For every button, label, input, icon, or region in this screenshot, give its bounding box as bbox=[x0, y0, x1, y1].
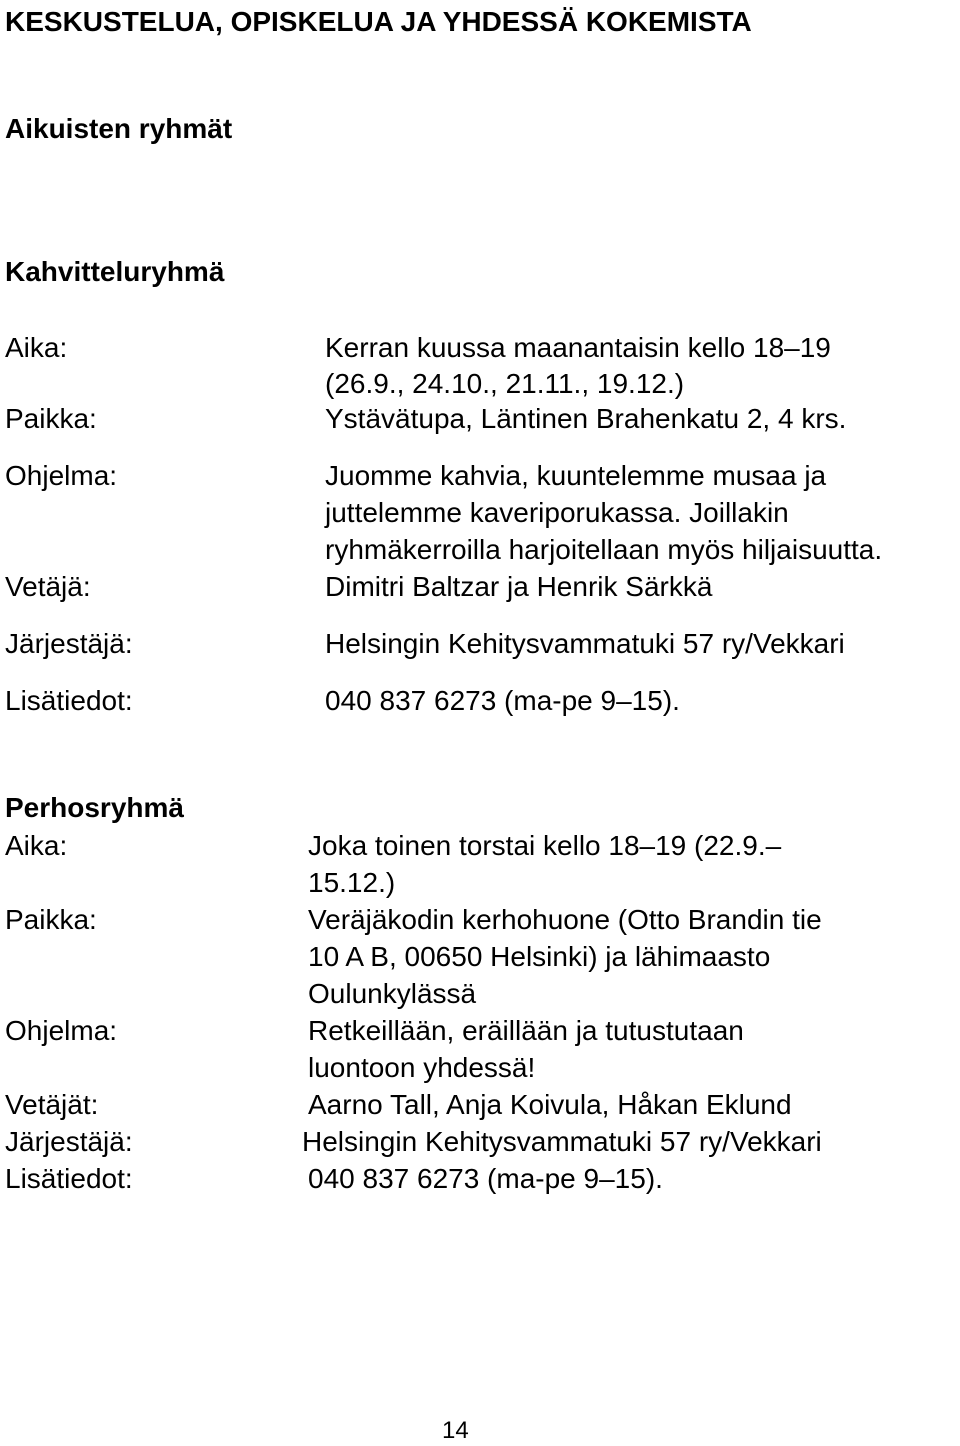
paikka-value-line2: 10 A B, 00650 Helsinki) ja lähimaasto bbox=[308, 941, 771, 972]
ohjelma-label: Ohjelma: bbox=[5, 1015, 118, 1046]
paikka-value: Ystävätupa, Läntinen Brahenkatu 2, 4 krs. bbox=[325, 403, 847, 434]
aika-value-line1: Kerran kuussa maanantaisin kello 18–19 bbox=[325, 332, 831, 363]
vetajat-label: Vetäjät: bbox=[5, 1089, 99, 1120]
paikka-label: Paikka: bbox=[5, 904, 97, 935]
ohjelma-value-line3: ryhmäkerroilla harjoitellaan myös hiljaisuutta. bbox=[325, 534, 883, 565]
aika-value-line1: Joka toinen torstai kello 18–19 (22.9.– bbox=[308, 830, 782, 861]
vetaja-label: Vetäjä: bbox=[5, 571, 91, 602]
group-title: Kahvitteluryhmä bbox=[5, 256, 225, 287]
ohjelma-value-line1: Juomme kahvia, kuuntelemme musaa ja bbox=[325, 460, 827, 491]
ohjelma-value-line2: luontoon yhdessä! bbox=[308, 1052, 536, 1083]
section-title: Aikuisten ryhmät bbox=[5, 113, 233, 144]
lisatiedot-value: 040 837 6273 (ma-pe 9–15). bbox=[325, 685, 680, 716]
paikka-value-line3: Oulunkylässä bbox=[308, 978, 477, 1009]
main-title: KESKUSTELUA, OPISKELUA JA YHDESSÄ KOKEMISTA bbox=[5, 6, 752, 37]
aika-value-line2: 15.12.) bbox=[308, 867, 396, 898]
jarjestaja-value: Helsingin Kehitysvammatuki 57 ry/Vekkari bbox=[302, 1126, 822, 1157]
vetajat-value: Aarno Tall, Anja Koivula, Håkan Eklund bbox=[308, 1089, 792, 1120]
aika-label: Aika: bbox=[5, 830, 68, 861]
paikka-label: Paikka: bbox=[5, 403, 97, 434]
jarjestaja-label: Järjestäjä: bbox=[5, 628, 133, 659]
ohjelma-value-line1: Retkeillään, eräillään ja tutustutaan bbox=[308, 1015, 744, 1046]
ohjelma-label: Ohjelma: bbox=[5, 460, 118, 491]
vetaja-value: Dimitri Baltzar ja Henrik Särkkä bbox=[325, 571, 713, 602]
lisatiedot-label: Lisätiedot: bbox=[5, 685, 133, 716]
aika-label: Aika: bbox=[5, 332, 68, 363]
group-title: Perhosryhmä bbox=[5, 792, 184, 823]
jarjestaja-label: Järjestäjä: bbox=[5, 1126, 133, 1157]
page-number: 14 bbox=[442, 1417, 469, 1444]
aika-value-line2: (26.9., 24.10., 21.11., 19.12.) bbox=[325, 368, 685, 399]
jarjestaja-value: Helsingin Kehitysvammatuki 57 ry/Vekkari bbox=[325, 628, 845, 659]
paikka-value-line1: Veräjäkodin kerhohuone (Otto Brandin tie bbox=[308, 904, 822, 935]
lisatiedot-value: 040 837 6273 (ma-pe 9–15). bbox=[308, 1163, 663, 1194]
ohjelma-value-line2: juttelemme kaveriporukassa. Joillakin bbox=[325, 497, 789, 528]
lisatiedot-label: Lisätiedot: bbox=[5, 1163, 133, 1194]
